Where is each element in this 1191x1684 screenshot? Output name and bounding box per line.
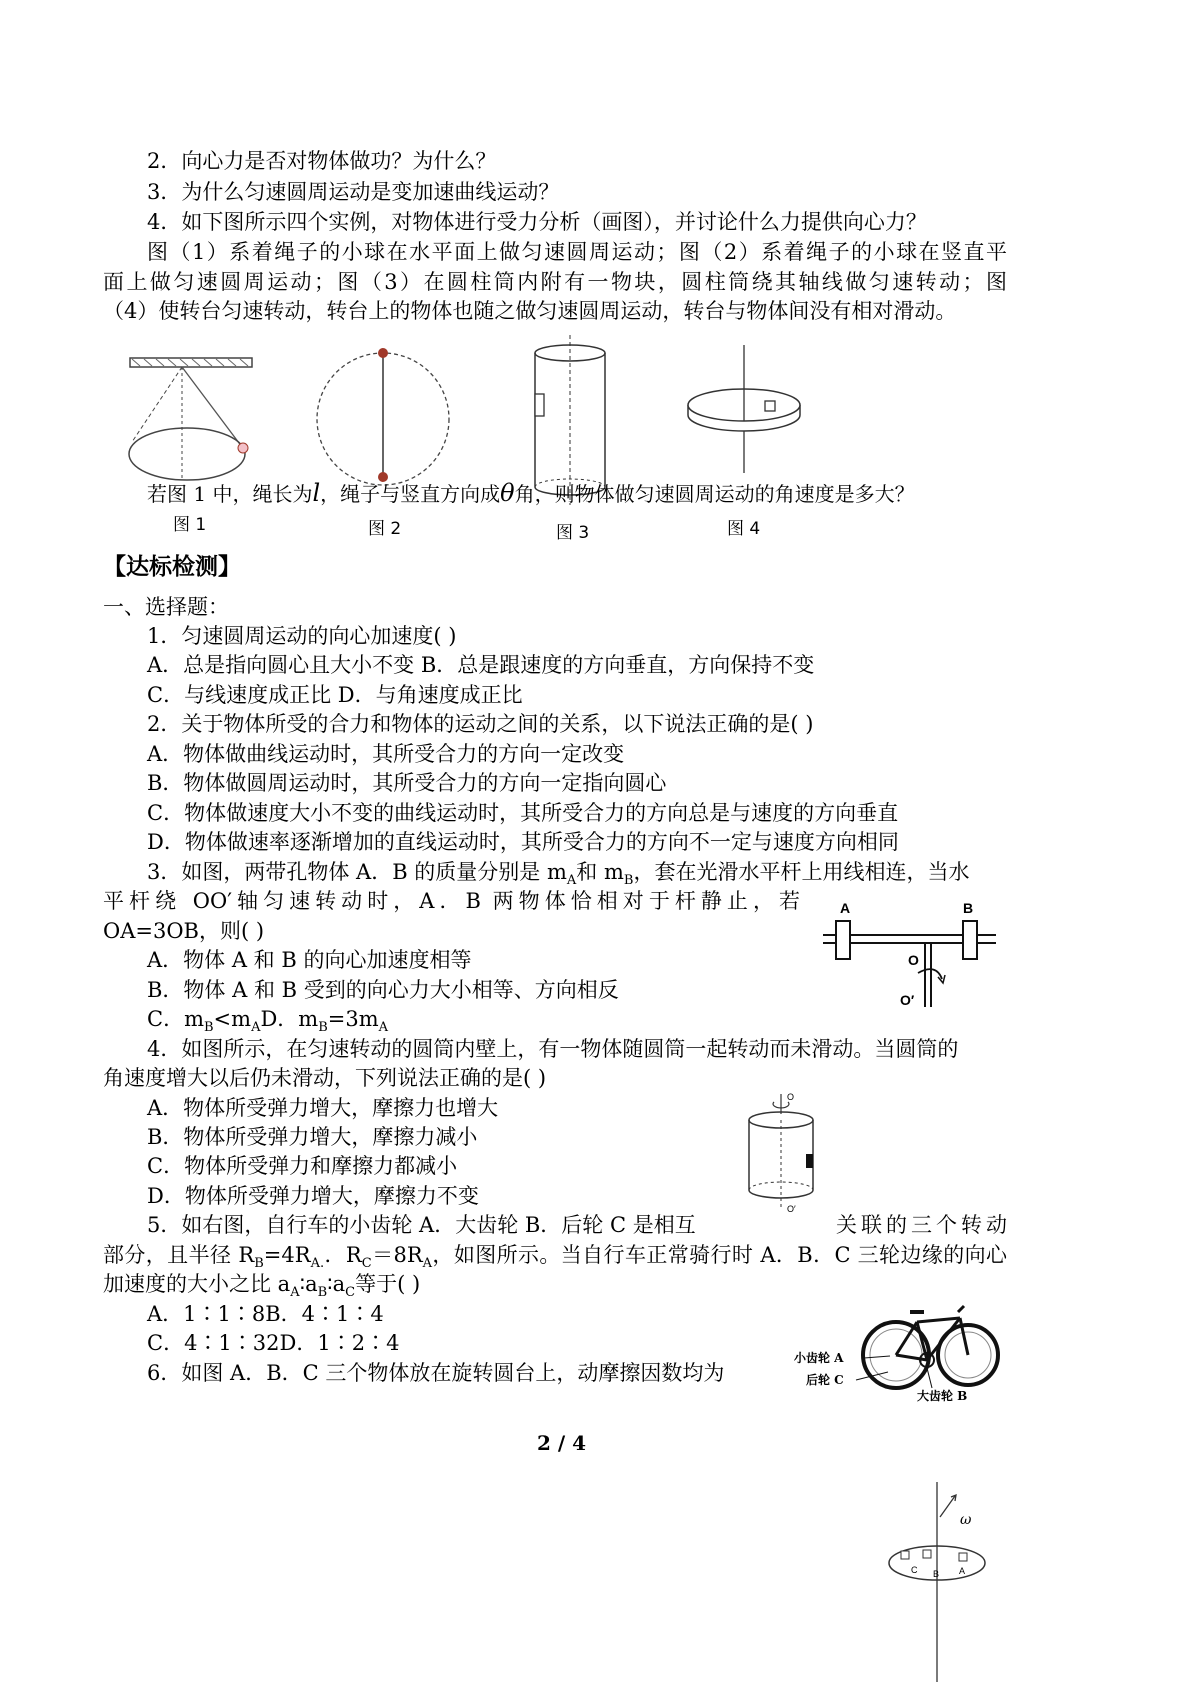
q3d-pre: D．m xyxy=(260,1007,319,1031)
q2-option-b: B．物体做圆周运动时，其所受合力的方向一定指向圆心 xyxy=(147,771,667,795)
label-b: B xyxy=(963,900,974,916)
q4-option-d: D．物体所受弹力增大，摩擦力不变 xyxy=(147,1184,479,1208)
q5-l2-pre: 部分，且半径 R xyxy=(103,1243,255,1267)
block-b xyxy=(963,921,977,959)
q3-text-pre: 3．如图，两带孔物体 A．B 的质量分别是 m xyxy=(147,860,567,884)
sub-a-dot: A. xyxy=(310,1256,325,1272)
q4-option-a: A．物体所受弹力增大，摩擦力也增大 xyxy=(147,1096,499,1120)
q4-option-c: C．物体所受弹力和摩擦力都减小 xyxy=(147,1154,458,1178)
var-theta: θ xyxy=(500,479,515,507)
figure-4-turntable xyxy=(680,345,810,475)
sub-c: C xyxy=(361,1256,372,1272)
caption-fig1: 图 1 xyxy=(173,515,207,535)
figure-rotating-platform xyxy=(885,1482,995,1682)
dashed-string xyxy=(132,367,182,442)
q1-options-cd: C．与线速度成正比 D．与角速度成正比 xyxy=(147,683,523,707)
label-a: A xyxy=(840,900,851,916)
q3-text-mid: 和 m xyxy=(576,860,624,884)
ball-top xyxy=(378,348,388,358)
q3c-pre: C．m xyxy=(147,1007,204,1031)
q3-line2: 平杆绕 OO′轴匀速转动时，A．B 两物体恰相对于杆静止，若 xyxy=(103,889,800,913)
block xyxy=(535,394,544,416)
label-o-prime: O′ xyxy=(900,992,915,1008)
figure-rotating-bar xyxy=(818,895,1003,1010)
intro-q3: 3．为什么匀速圆周运动是变加速曲线运动？ xyxy=(147,180,560,204)
label-b: B xyxy=(933,1569,940,1579)
caption-fig4: 图 4 xyxy=(727,519,761,539)
sub-a: A xyxy=(378,1020,389,1036)
intro-q4: 4．如下图所示四个实例，对物体进行受力分析（画图），并讨论什么力提供向心力？ xyxy=(147,210,927,234)
q4-option-b: B．物体所受弹力增大，摩擦力减小 xyxy=(147,1125,478,1149)
overlap-text-a: 若图 1 中，绳长为 xyxy=(147,482,313,506)
overlap-text-c: 角，则物体做匀速圆周运动的角速度是多大？ xyxy=(514,482,915,506)
figure-rotating-drum xyxy=(745,1092,825,1220)
page-number: 2 / 4 xyxy=(537,1431,587,1455)
drum-label-o-prime: O′ xyxy=(787,1204,796,1214)
q2-option-d: D．物体做速率逐渐增加的直线运动时，其所受合力的方向不一定与速度方向相同 xyxy=(147,830,899,854)
sub-b: B xyxy=(317,1285,328,1301)
sub-b: B xyxy=(203,1020,214,1036)
q5-line3: 加速度的大小之比 $a_A∶a_B∶a_C$等于( ) xyxy=(103,1272,421,1301)
q5-line1-a: 5．如右图，自行车的小齿轮 A．大齿轮 B．后轮 C 是相互 xyxy=(147,1213,696,1237)
label-big-gear: 大齿轮 B xyxy=(917,1389,968,1403)
q5-options-ab: A．1∶1∶8B．4∶1∶4 xyxy=(147,1302,384,1326)
q3-line3: OA=3OB，则( ) xyxy=(103,919,265,943)
q3c-lt: <m xyxy=(213,1007,252,1031)
q5-l2-c: ＝8R xyxy=(371,1243,423,1267)
caption-fig2: 图 2 xyxy=(368,519,402,539)
intro-paragraph-line1: 图（1）系着绳子的小球在水平面上做匀速圆周运动；图（2）系着绳子的小球在竖直平 xyxy=(147,240,1007,264)
q5-l2-b: ．R xyxy=(324,1243,362,1267)
label-small-gear: 小齿轮 A xyxy=(794,1351,844,1365)
sub-b: B xyxy=(318,1020,328,1036)
q3d-eq: =3m xyxy=(327,1007,379,1031)
label-c: C xyxy=(911,1565,918,1575)
figure-bicycle xyxy=(792,1300,1007,1412)
label-omega: ω xyxy=(960,1512,972,1528)
q1-stem: 1．匀速圆周运动的向心加速度( ) xyxy=(147,624,457,648)
sub-b: B xyxy=(254,1256,264,1272)
q3-option-b: B．物体 A 和 B 受到的向心力大小相等、方向相反 xyxy=(147,978,619,1002)
overlap-text-b: ，绳子与竖直方向成 xyxy=(320,482,501,506)
q2-stem: 2．关于物体所受的合力和物体的运动之间的关系，以下说法正确的是( ) xyxy=(147,712,814,736)
caption-fig3: 图 3 xyxy=(556,523,590,543)
figure-2-vertical-circle xyxy=(305,345,465,493)
q4-line1: 4．如图所示，在匀速转动的圆筒内壁上，有一物体随圆筒一起转动而未滑动。当圆筒的 xyxy=(147,1037,959,1061)
circular-path xyxy=(129,428,245,480)
label-a: A xyxy=(959,1566,966,1576)
q5-l3-post: 等于( ) xyxy=(355,1272,421,1296)
drum-label-o: O xyxy=(787,1092,795,1102)
var-l: l xyxy=(312,479,321,507)
intro-paragraph-line3: （4）使转台匀速转动，转台上的物体也随之做匀速圆周运动，转台与物体间没有相对滑动。 xyxy=(103,299,957,323)
q2-option-c: C．物体做速度大小不变的曲线运动时，其所受合力的方向总是与速度的方向垂直 xyxy=(147,801,899,825)
sub-a: A xyxy=(422,1256,433,1272)
q2-option-a: A．物体做曲线运动时，其所受合力的方向一定改变 xyxy=(147,742,625,766)
part-title: 一、选择题： xyxy=(103,595,229,619)
q5-l2-a: =4R xyxy=(263,1243,311,1267)
q1-options-ab: A．总是指向圆心且大小不变 B．总是跟速度的方向垂直，方向保持不变 xyxy=(147,653,815,677)
object-on-turntable xyxy=(765,401,775,411)
q3-text-post: ，套在光滑水平杆上用线相连，当水 xyxy=(633,860,970,884)
label-o: O xyxy=(908,952,919,968)
ball xyxy=(238,443,248,453)
q6-line1: 6．如图 A．B．C 三个物体放在旋转圆台上，动摩擦因数均为 xyxy=(147,1361,725,1385)
q4-line2: 角速度增大以后仍未滑动，下列说法正确的是( ) xyxy=(103,1066,547,1090)
section-title: 【达标检测】 xyxy=(103,554,241,580)
intro-paragraph-line2: 面上做匀速圆周运动；图（3）在圆柱筒内附有一物块，圆柱筒绕其轴线做匀速转动；图 xyxy=(103,270,1007,294)
sub-c: C xyxy=(345,1285,356,1301)
drum-block xyxy=(806,1154,813,1168)
overlap-question xyxy=(147,478,915,509)
q5-l3-pre: 加速度的大小之比 a xyxy=(103,1272,291,1296)
q5-options-cd: C．4∶1∶32D．1∶2∶4 xyxy=(147,1331,400,1355)
q5-l2-post: ，如图所示。当自行车正常骑行时 A．B．C 三轮边缘的向心 xyxy=(432,1243,1008,1267)
sub-a: A xyxy=(251,1020,261,1036)
block-a xyxy=(836,921,850,959)
sub-a: A xyxy=(290,1285,300,1301)
q5-line1-b: 关联的三个转动 xyxy=(836,1213,1007,1237)
string xyxy=(182,367,242,447)
intro-q2: 2．向心力是否对物体做功？为什么？ xyxy=(147,149,497,173)
sub-b: B xyxy=(623,873,634,889)
q3-option-a: A．物体 A 和 B 的向心加速度相等 xyxy=(147,948,472,972)
sub-a: A xyxy=(566,873,577,889)
label-rear-wheel: 后轮 C xyxy=(806,1373,844,1387)
